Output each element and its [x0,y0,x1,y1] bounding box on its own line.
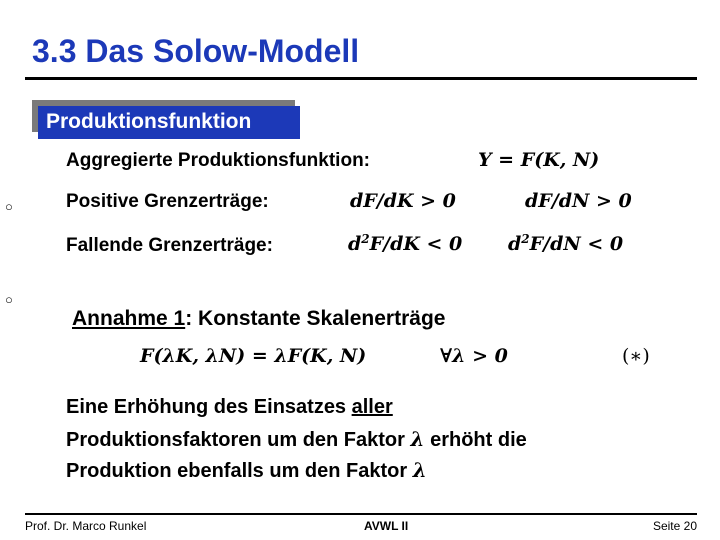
section-label: Produktionsfunktion [38,106,300,139]
footer-author: Prof. Dr. Marco Runkel [25,519,147,533]
footer-divider [25,513,697,515]
bullet-marker: ○ [5,199,13,214]
assumption-title: : Konstante Skalenerträge [185,307,446,330]
assumption-name: Annahme 1 [72,307,186,330]
slide-title: 3.3 Das Solow-Modell [32,33,360,69]
explanation-line-2: Produktionsfaktoren um den Faktor λ erhöht die [66,427,527,451]
assumption-formula: F(λK, λN) = λF(K, N) [140,345,367,367]
footer-page-number: Seite 20 [652,519,697,533]
aggregate-formula: Y = F(K, N) [478,149,600,171]
assumption-heading [72,307,445,331]
aggregate-label: Aggregierte Produktionsfunktion: [66,150,370,171]
positive-formula-k: dF/dK > 0 [350,190,456,212]
falling-returns-label: Fallende Grenzerträge: [66,235,273,256]
equation-tag: (∗) [622,345,650,367]
falling-formula-n: $d^2F/dN < 0$ [508,232,624,255]
bullet-marker: ○ [5,292,13,307]
positive-formula-n: dF/dN > 0 [525,190,632,212]
footer-course: AVWL II [364,519,409,533]
assumption-condition: ∀λ > 0 [440,345,508,367]
explanation-line-3: Produktion ebenfalls um den Faktor λ [66,458,427,482]
explanation-line-1: Eine Erhöhung des Einsatzes aller [66,396,393,418]
title-divider [25,77,697,80]
falling-formula-k: $d^2F/dK < 0$ [348,232,463,255]
positive-returns-label: Positive Grenzerträge: [66,191,269,212]
